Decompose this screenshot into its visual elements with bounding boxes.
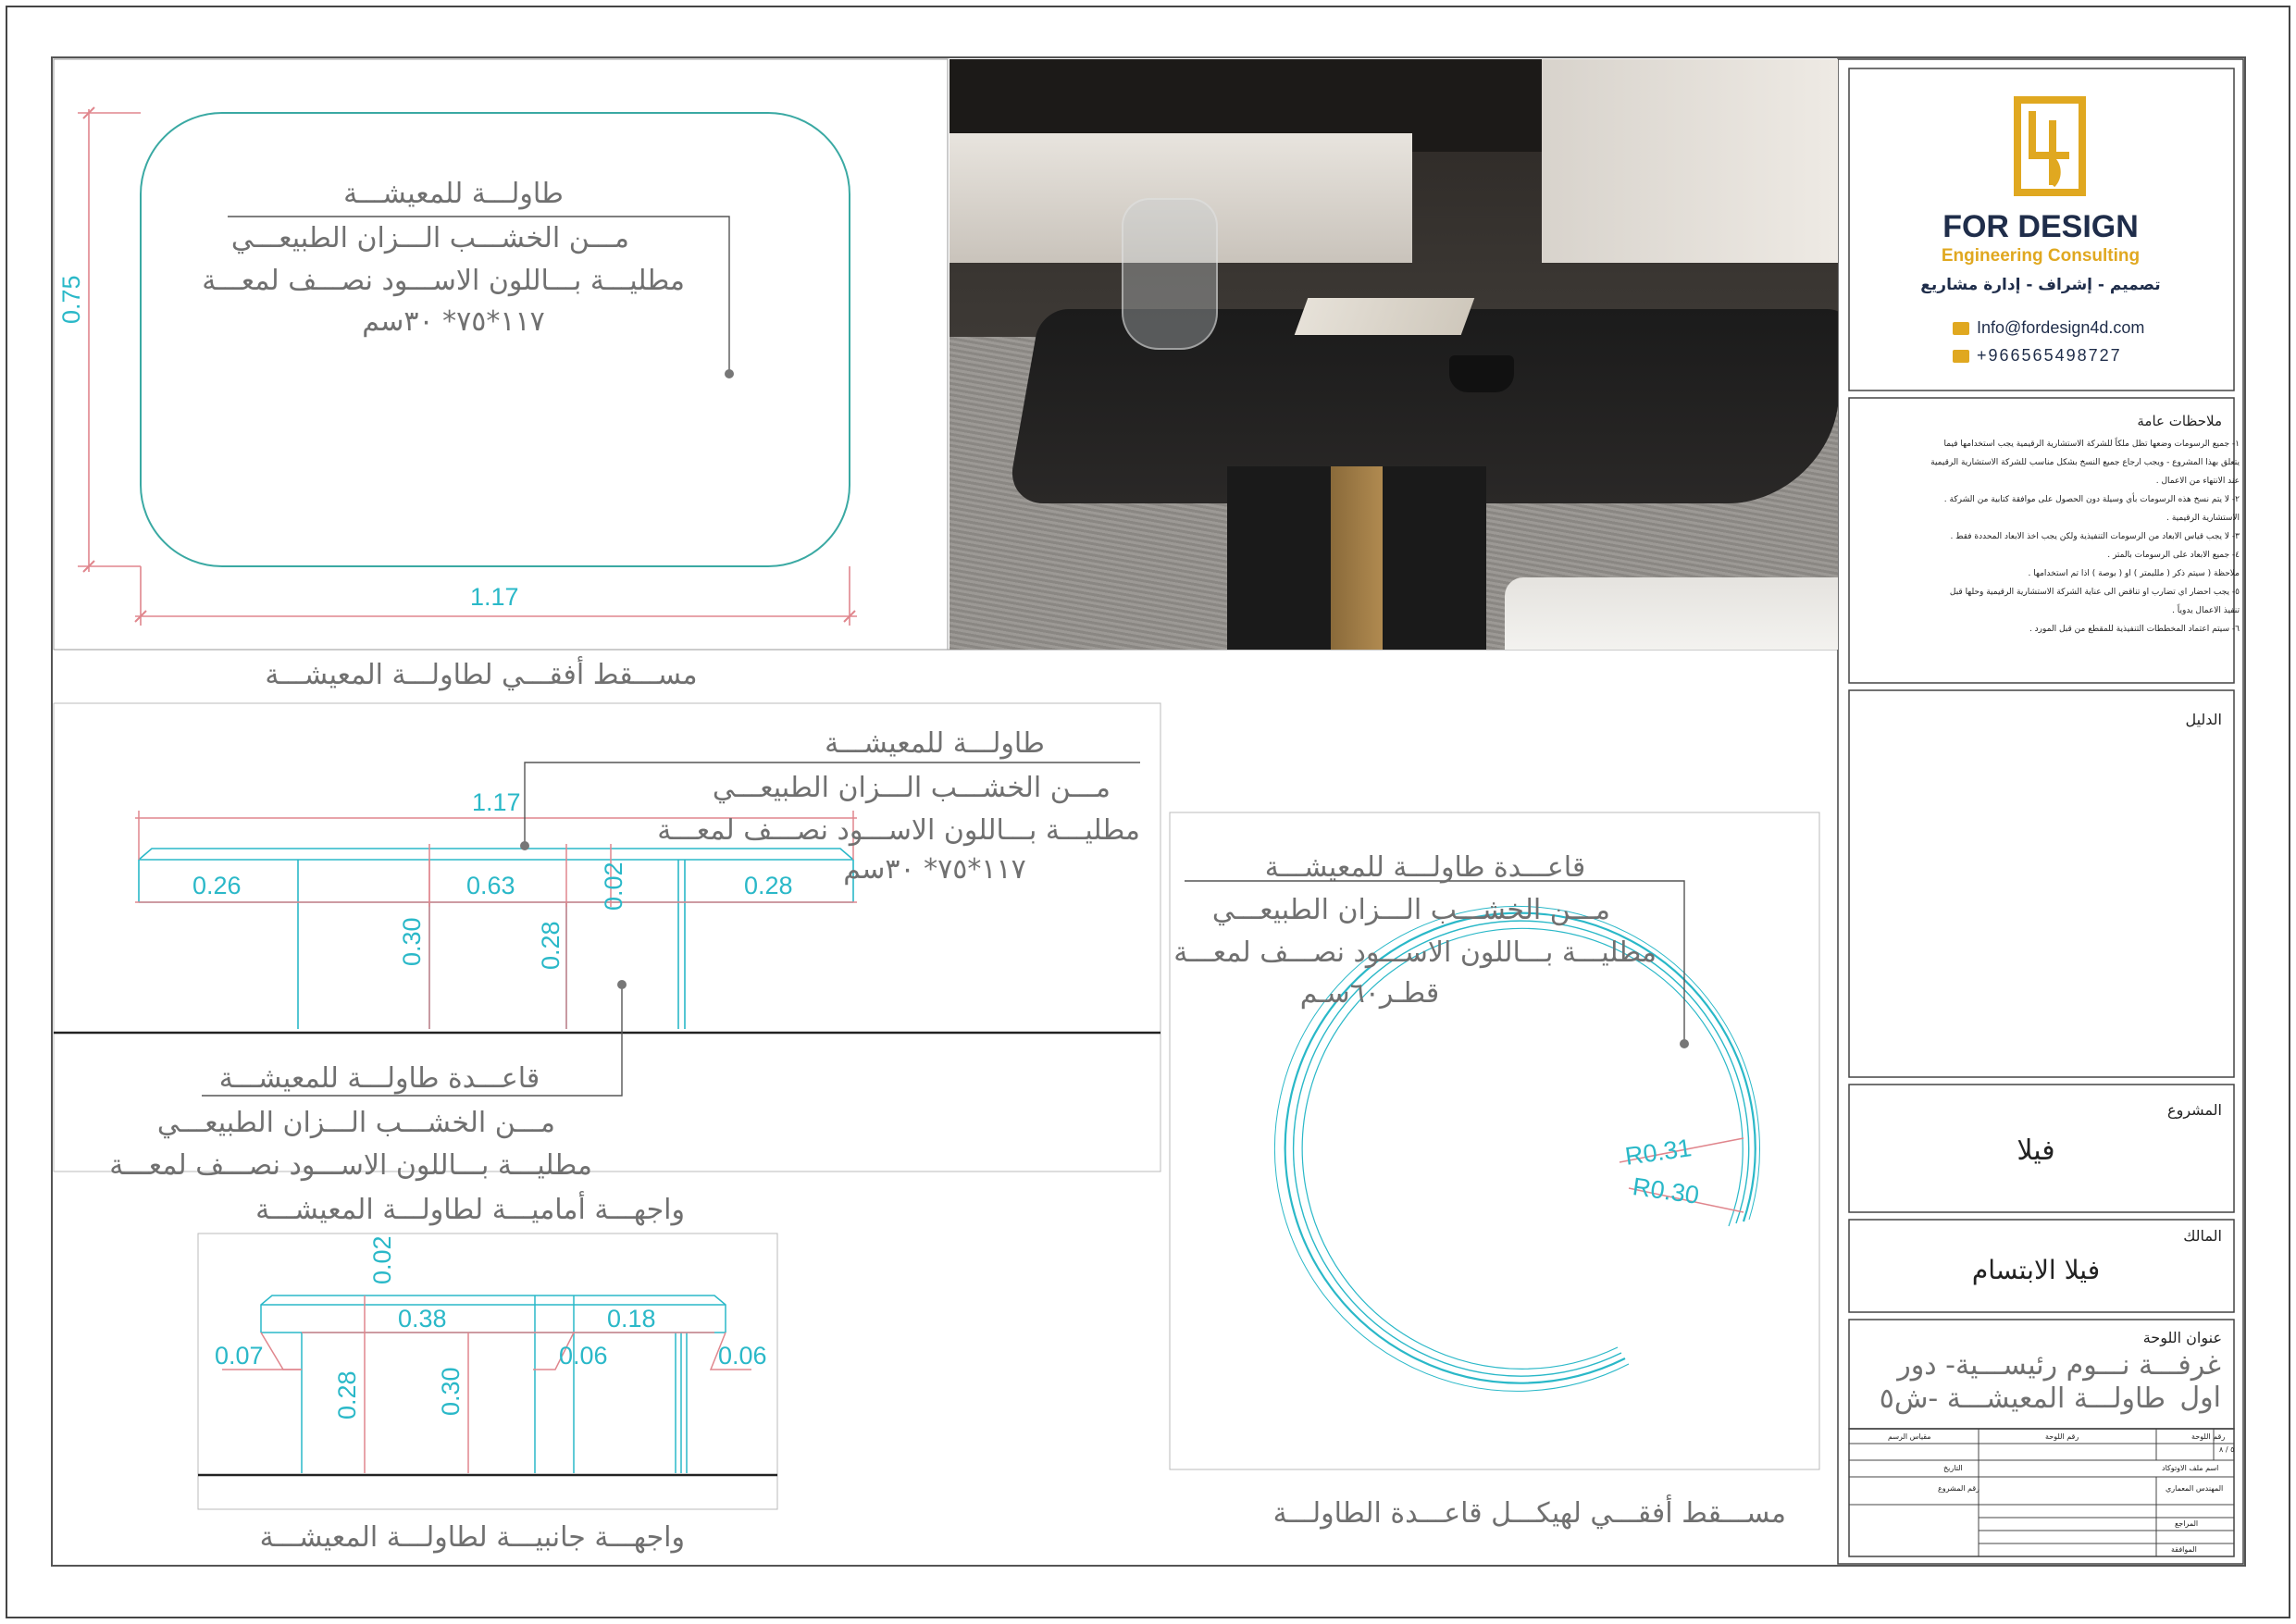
wall-panel bbox=[1542, 59, 1838, 263]
front-top-note-line2: مـــن الخشـــب الـــزان الطبيعـــي bbox=[712, 772, 1111, 804]
titleblock-table-lines bbox=[1849, 1429, 2234, 1556]
company-email[interactable]: Info@fordesign4d.com bbox=[1977, 318, 2145, 337]
front-top-note-line4: ١١٧*٧٥* ٣٠سم bbox=[843, 853, 1026, 886]
vase bbox=[1122, 198, 1218, 350]
plan-length-dim: 1.17 bbox=[470, 583, 519, 611]
note-line: يتعلق بهذا المشروع - ويجب ارجاع جميع النسخ بشكل مناسب للشركة الاستشارية الرقيمية bbox=[1930, 458, 2240, 467]
front-h2-dim: 0.28 bbox=[537, 921, 565, 970]
front-seg1-dim: 0.26 bbox=[192, 872, 242, 899]
notes-title: ملاحظات عامة bbox=[2137, 413, 2222, 429]
base-note-line3: مطليـــة بـــاللون الاســـود نصـــف لمعـــة bbox=[1173, 936, 1657, 969]
tb-r3b: رقم المشروع bbox=[1938, 1484, 1980, 1493]
note-line: ٣- لا يجب قياس الابعاد من الرسومات التنفيذية ولكن يجب اخذ الابعاد المحددة فقط . bbox=[1950, 532, 2240, 541]
side-left-over-dim: 0.07 bbox=[215, 1342, 264, 1370]
tb-c3: مقياس الرسم bbox=[1888, 1432, 1931, 1441]
side-w1-dim: 0.38 bbox=[398, 1305, 447, 1333]
side-top-dim: 0.02 bbox=[368, 1235, 396, 1284]
sofa-photo bbox=[1505, 577, 1838, 650]
owner-value: فيلا الابتسام bbox=[1971, 1255, 2101, 1285]
company-name: FOR DESIGN bbox=[1942, 209, 2139, 244]
company-tagline: تصميم - إشراف - إدارة مشاريع bbox=[1920, 276, 2161, 294]
tb-r3a: المهندس المعماري bbox=[2166, 1484, 2224, 1493]
front-seg3-dim: 0.02 bbox=[600, 862, 627, 911]
product-photo bbox=[949, 59, 1838, 650]
side-elevation-geometry bbox=[261, 1295, 726, 1473]
note-line: ٤- جميع الابعاد على الرسومات بالمتر . bbox=[2107, 551, 2240, 560]
phone-icon bbox=[1953, 350, 1969, 363]
front-base-note-line3: مطليـــة بـــاللون الاســـود نصـــف لمعـــة bbox=[109, 1149, 592, 1182]
note-line: الاستشارية الرقيمية . bbox=[2166, 514, 2240, 523]
side-panel bbox=[198, 1233, 777, 1509]
owner-label: المالك bbox=[2183, 1227, 2222, 1245]
company-phone[interactable]: +966565498727 bbox=[1977, 346, 2122, 365]
sheet-title-line1: غرفـــة نـــوم رئيســـية- دور اول bbox=[1897, 1349, 2221, 1414]
plan-note-line1: طاولـــة للمعيشـــة bbox=[343, 178, 564, 210]
project-value: فيلا bbox=[2017, 1134, 2055, 1167]
plan-note-line3: مطليـــة بـــاللون الاســـود نصـــف لمعـــة bbox=[202, 265, 685, 297]
note-line: تنفيذ الاعمال يدوياً . bbox=[2172, 606, 2240, 615]
side-h1-dim: 0.28 bbox=[333, 1370, 361, 1419]
tb-r5: الموافقة bbox=[2171, 1545, 2197, 1554]
base-r-inner-label: R0.30 bbox=[1631, 1172, 1701, 1209]
plan-panel bbox=[54, 59, 948, 650]
tb-c1: رقم اللوحة bbox=[2191, 1432, 2226, 1441]
note-line: ٦- سيتم اعتماد المخططات التنفيذية للمقطع من قبل المورد . bbox=[2029, 625, 2240, 634]
book bbox=[1295, 298, 1475, 335]
note-line: ٢- لا يتم نسخ هذه الرسومات بأي وسيلة دون الحصول على موافقة كتابية من الشركة . bbox=[1943, 495, 2240, 504]
side-right-over-dim: 0.06 bbox=[718, 1342, 767, 1370]
tb-c2: رقم اللوحة bbox=[2045, 1432, 2079, 1441]
general-notes bbox=[1851, 435, 2240, 638]
email-icon bbox=[1953, 322, 1969, 335]
tb-r4: المراجع bbox=[2175, 1519, 2199, 1528]
note-line: ١- جميع الرسومات وضعها تظل ملكاً للشركة الاستشارية الرقيمية يجب استخدامها فيما bbox=[1943, 440, 2240, 449]
note-line: ملاحظة ( سيتم ذكر ( ملليمتر ) او ( بوصة ) اذا تم استخدامها . bbox=[2028, 569, 2240, 578]
tb-r2b: التاريخ bbox=[1943, 1464, 1963, 1472]
note-line: عند الانتهاء من الاعمال . bbox=[2155, 477, 2240, 486]
plan-note-line2: مـــن الخشـــب الـــزان الطبيعـــي bbox=[230, 222, 629, 254]
front-seg4-dim: 0.28 bbox=[744, 872, 793, 899]
side-inner-dim: 0.06 bbox=[559, 1342, 608, 1370]
plan-depth-dim: 0.75 bbox=[57, 275, 85, 324]
base-note-line2: مـــن الخشـــب الـــزان الطبيعـــي bbox=[1211, 894, 1610, 926]
sheet-title-label: عنوان اللوحة bbox=[2142, 1329, 2222, 1346]
plan-caption: مســـقط أفقـــي لطاولـــة المعيشـــة bbox=[265, 659, 698, 691]
company-logo-mark bbox=[2017, 100, 2082, 192]
front-top-note-line1: طاولـــة للمعيشـــة bbox=[825, 727, 1045, 760]
table-leg-photo bbox=[1227, 466, 1486, 650]
front-top-note-line3: مطليـــة بـــاللون الاســـود نصـــف لمعـــة bbox=[657, 814, 1140, 847]
base-r-outer-label: R0.31 bbox=[1623, 1134, 1694, 1171]
front-top-length-dim: 1.17 bbox=[472, 788, 521, 816]
company-subtitle: Engineering Consulting bbox=[1941, 246, 2141, 266]
tb-c1-value: ٥ / ٨ bbox=[2219, 1445, 2235, 1454]
side-h2-dim: 0.30 bbox=[437, 1367, 465, 1416]
front-base-note-line2: مـــن الخشـــب الـــزان الطبيعـــي bbox=[156, 1107, 555, 1139]
side-caption: واجهـــة جانبيـــة لطاولـــة المعيشـــة bbox=[259, 1521, 685, 1554]
sheet-title-line2: طاولـــة المعيشـــة -ش٥ bbox=[1879, 1382, 2166, 1415]
base-note-line4: قطـر٦٠سـم bbox=[1299, 977, 1440, 1010]
cup bbox=[1449, 355, 1514, 392]
base-note-line1: قاعـــدة طاولـــة للمعيشـــة bbox=[1264, 851, 1586, 884]
front-h1-dim: 0.30 bbox=[398, 917, 426, 966]
project-label: المشروع bbox=[2167, 1101, 2222, 1119]
front-base-note-line1: قاعـــدة طاولـــة للمعيشـــة bbox=[218, 1062, 540, 1095]
front-seg2-dim: 0.63 bbox=[466, 872, 515, 899]
note-line: ٥- يجب احضار اي تضارب او تناقض الى عناية الشركة الاستشارية الرقيمية وحلها قبل bbox=[1949, 588, 2240, 597]
side-w2-dim: 0.18 bbox=[607, 1305, 656, 1333]
legend-label: الدليل bbox=[2185, 711, 2222, 728]
plan-note-line4: ١١٧*٧٥* ٣٠سم bbox=[362, 305, 545, 338]
front-caption: واجهـــة أماميـــة لطاولـــة المعيشـــة bbox=[255, 1194, 685, 1226]
base-caption: مســـقط أفقـــي لهيكـــل قاعـــدة الطاولـــة bbox=[1272, 1497, 1786, 1530]
tb-r2: اسم ملف الاوتوكاد bbox=[2162, 1464, 2219, 1472]
